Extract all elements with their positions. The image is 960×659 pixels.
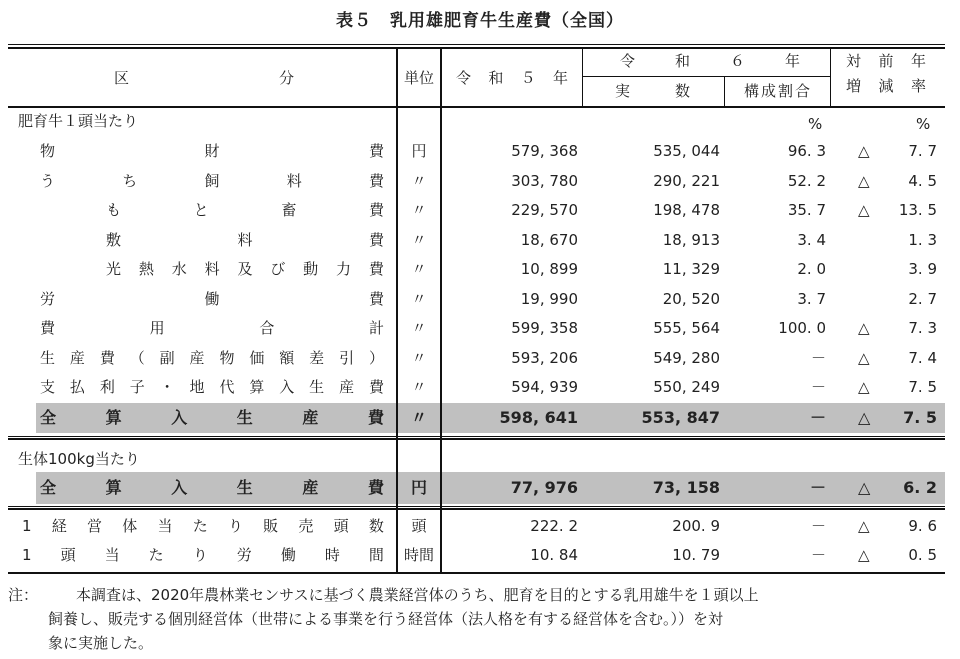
row-0-triangle: △ [858, 142, 870, 160]
header-yoy-bottom [846, 76, 926, 96]
row-2-yoy: 13. 5 [898, 201, 937, 219]
label-char: 産 [339, 378, 355, 396]
row-3-label [106, 230, 384, 250]
total-head-row-r6: 553, 847 [641, 408, 720, 427]
sales-heads-row-yoy: 9. 6 [908, 517, 937, 535]
labor-hours-row-r6: 10. 79 [672, 546, 720, 564]
row-0-r5: 579, 368 [511, 142, 578, 160]
total-head-row-triangle: △ [858, 408, 871, 427]
note-line-3: 象に実施した。 [48, 634, 154, 652]
label-char: 全 [40, 408, 57, 427]
top-border-thin [8, 44, 945, 45]
row-8-label [40, 377, 384, 397]
row-8-r5: 594, 939 [511, 378, 578, 396]
label-char: 労 [236, 546, 252, 564]
label-char: 働 [280, 546, 296, 564]
row-5-label [40, 289, 384, 309]
label-char: ） [368, 348, 384, 367]
row-5-unit: 〃 [411, 289, 427, 308]
row-2-r6: 198, 478 [653, 201, 720, 219]
row-6-label [40, 318, 384, 338]
section-per-100kg: 生体100kg当たり [18, 450, 140, 468]
label-char: 財 [204, 142, 220, 160]
label-char: う [40, 171, 56, 190]
label-char: 時 [324, 546, 340, 564]
label-char: り [227, 517, 243, 535]
row-7-label [40, 348, 384, 368]
row-6-r6: 555, 564 [653, 319, 720, 337]
row-5-r5: 19, 990 [520, 289, 578, 308]
label-char: 生 [40, 348, 56, 367]
row-0-r6: 535, 044 [653, 142, 720, 160]
row-4-r6: 11, 329 [662, 260, 720, 278]
label-char: 算 [105, 478, 122, 497]
label-char: 料 [237, 230, 253, 249]
label-char: ５ [520, 69, 536, 87]
row-8-triangle: △ [858, 378, 870, 396]
labor-hours-row-yoy: 0. 5 [908, 546, 937, 564]
labor-hours-row-unit: 時間 [403, 546, 434, 564]
row-0-yoy: 7. 7 [908, 142, 937, 160]
labor-hours-row-label [22, 545, 384, 565]
row-7-yoy: 7. 4 [908, 348, 937, 367]
header-yoy-top [846, 51, 926, 71]
row-0-label [40, 141, 384, 161]
label-char: 入 [171, 408, 188, 427]
label-char: 費 [368, 201, 384, 219]
sep2-thick [8, 508, 945, 510]
label-char: 敷 [106, 230, 122, 249]
header-curr-year [620, 51, 800, 71]
label-char: 光 [106, 260, 122, 278]
label-char: 生 [236, 408, 253, 427]
labor-hours-row-triangle: △ [858, 546, 870, 564]
total-head-row-r5: 598, 641 [499, 408, 578, 427]
sales-heads-row-triangle: △ [858, 517, 870, 535]
label-char: 払 [69, 378, 85, 396]
label-char: 費 [368, 230, 384, 249]
label-char: 費 [368, 289, 384, 308]
row-3-yoy: 1. 3 [908, 230, 937, 249]
label-char: 体 [122, 517, 138, 535]
total-head-row-yoy: 7. 5 [903, 408, 937, 427]
label-char: 減 [878, 77, 894, 95]
row-2-unit: 〃 [411, 201, 427, 219]
row-3-ratio: 3. 4 [797, 230, 826, 249]
label-char: 頭 [60, 546, 76, 564]
label-char: 力 [336, 260, 352, 278]
label-char: 令 [620, 52, 636, 70]
header-unit: 単位 [403, 69, 434, 87]
total-100kg-row-ratio: － [809, 478, 826, 497]
label-char: 令 [456, 69, 472, 87]
label-char: と [193, 201, 209, 219]
row-5-ratio: 3. 7 [797, 289, 826, 308]
label-char: 支 [40, 378, 56, 396]
label-char: 利 [99, 378, 115, 396]
label-char: 販 [263, 517, 279, 535]
label-char: 経 [51, 517, 67, 535]
label-char: 分 [278, 69, 294, 87]
row-1-label [40, 171, 384, 191]
sep1-thin [8, 436, 945, 437]
row-4-ratio: 2. 0 [797, 260, 826, 278]
label-char: 売 [298, 517, 314, 535]
note-line-1: 本調査は、2020年農林業センサスに基づく農業経営体のうち、肥育を目的とする乳用雄牛を１頭以上 [76, 586, 759, 604]
label-char: 額 [279, 348, 295, 367]
row-1-ratio: 52. 2 [787, 171, 826, 190]
header-actual [615, 81, 690, 101]
label-char: 代 [219, 378, 235, 396]
label-char: 1 [22, 517, 32, 535]
row-6-r5: 599, 358 [511, 319, 578, 337]
row-1-yoy: 4. 5 [908, 171, 937, 190]
label-char: 生 [309, 378, 325, 396]
sales-heads-row-unit: 頭 [411, 517, 427, 535]
row-2-r5: 229, 570 [511, 201, 578, 219]
label-char: 算 [105, 408, 122, 427]
label-char: 全 [40, 478, 57, 497]
sales-heads-row-ratio: － [810, 517, 826, 535]
col-sep-r6 [582, 49, 583, 107]
label-char: ・ [159, 378, 175, 396]
label-char: 頭 [333, 517, 349, 535]
row-1-r6: 290, 221 [653, 171, 720, 190]
label-char: 合 [259, 319, 275, 337]
label-char: 率 [910, 77, 926, 95]
label-char: 費 [368, 260, 384, 278]
label-char: 1 [22, 546, 32, 564]
note-prefix: 注： [8, 586, 39, 604]
label-char: 物 [40, 142, 56, 160]
label-char: ６ [729, 52, 745, 70]
label-char: 差 [309, 348, 325, 367]
row-4-r5: 10, 899 [520, 260, 578, 278]
total-100kg-row-triangle: △ [858, 478, 871, 497]
label-char: 算 [249, 378, 265, 396]
labor-hours-row-r5: 10. 84 [530, 546, 578, 564]
row-8-unit: 〃 [411, 378, 427, 396]
label-char: 費 [368, 171, 384, 190]
total-100kg-row-r5: 77, 976 [510, 478, 578, 497]
pct-unit-yoy: % [916, 115, 931, 133]
row-1-unit: 〃 [411, 171, 427, 190]
label-char: 地 [189, 378, 205, 396]
col-sep-ratio [724, 77, 725, 107]
row-3-r6: 18, 913 [662, 230, 720, 249]
total-head-row-ratio: － [809, 408, 826, 427]
label-char: 費 [367, 408, 384, 427]
label-char: 前 [878, 52, 894, 70]
header-prev-year [456, 68, 568, 88]
header-category [114, 68, 294, 88]
label-char: 料 [204, 260, 220, 278]
top-border-thick [8, 47, 945, 49]
label-char: 産 [69, 348, 85, 367]
row-2-label [106, 200, 384, 220]
row-6-ratio: 100. 0 [778, 319, 826, 337]
header-ratio: 構成割合 [743, 82, 812, 100]
label-char: 産 [302, 408, 319, 427]
label-char: 生 [236, 478, 253, 497]
table-title: 表５ 乳用雄肥育牛生産費（全国） [336, 11, 624, 31]
label-char: 当 [104, 546, 120, 564]
label-char: 熱 [138, 260, 154, 278]
label-char: 営 [87, 517, 103, 535]
label-char: 数 [368, 517, 384, 535]
label-char: 及 [237, 260, 253, 278]
row-7-r5: 593, 206 [511, 348, 578, 367]
label-char: 年 [552, 69, 568, 87]
label-char: 動 [303, 260, 319, 278]
row-8-yoy: 7. 5 [908, 378, 937, 396]
label-char: た [148, 546, 164, 564]
label-char: た [192, 517, 208, 535]
label-char: 入 [279, 378, 295, 396]
label-char: 価 [249, 348, 265, 367]
label-char: 働 [204, 289, 220, 308]
label-char: 費 [368, 142, 384, 160]
col-sep-yoy [830, 49, 831, 107]
total-head-row-label [40, 408, 384, 428]
sep1-thick [8, 438, 945, 440]
label-char: 実 [615, 82, 631, 100]
label-char: 当 [157, 517, 173, 535]
label-char: 数 [674, 82, 690, 100]
row-5-yoy: 2. 7 [908, 289, 937, 308]
label-char: 対 [846, 52, 862, 70]
row-0-ratio: 96. 3 [787, 142, 826, 160]
label-char: 費 [368, 378, 384, 396]
header-bottom-border [8, 106, 945, 108]
row-6-triangle: △ [858, 319, 870, 337]
label-char: 区 [114, 69, 130, 87]
label-char: 畜 [281, 201, 297, 219]
label-char: 費 [40, 319, 56, 337]
label-char: 年 [784, 52, 800, 70]
label-char: 料 [286, 171, 302, 190]
row-0-unit: 円 [411, 142, 427, 160]
label-char: 和 [674, 52, 690, 70]
total-100kg-row-unit: 円 [410, 478, 427, 497]
label-char: （ [129, 348, 145, 367]
row-4-label [106, 259, 384, 279]
label-char: 増 [846, 77, 862, 95]
row-5-r6: 20, 520 [662, 289, 720, 308]
label-char: 費 [99, 348, 115, 367]
row-2-ratio: 35. 7 [787, 201, 826, 219]
label-char: 産 [302, 478, 319, 497]
row-3-unit: 〃 [411, 230, 427, 249]
label-char: 和 [488, 69, 504, 87]
label-char: び [270, 260, 286, 278]
sales-heads-row-r5: 222. 2 [530, 517, 578, 535]
pct-unit-ratio: % [808, 115, 823, 133]
label-char: 飼 [204, 171, 220, 190]
row-8-ratio: － [810, 378, 826, 396]
label-char: 間 [368, 546, 384, 564]
section-per-head: 肥育牛１頭当たり [18, 112, 139, 130]
label-char: 物 [219, 348, 235, 367]
label-char: 計 [368, 319, 384, 337]
label-char: 水 [171, 260, 187, 278]
label-char: 入 [171, 478, 188, 497]
label-char: 年 [910, 52, 926, 70]
total-100kg-row-yoy: 6. 2 [903, 478, 937, 497]
label-char: ち [122, 171, 138, 190]
row-1-r5: 303, 780 [511, 171, 578, 190]
row-7-unit: 〃 [411, 348, 427, 367]
col-sep-unit-right [440, 49, 442, 573]
row-7-ratio: － [810, 348, 826, 367]
row-6-yoy: 7. 3 [908, 319, 937, 337]
label-char: 労 [40, 289, 56, 308]
label-char: り [192, 546, 208, 564]
total-head-row-unit: 〃 [410, 408, 427, 427]
label-char: 費 [367, 478, 384, 497]
labor-hours-row-ratio: － [810, 546, 826, 564]
label-char: 副 [159, 348, 175, 367]
label-char: 子 [129, 378, 145, 396]
label-char: 用 [149, 319, 165, 337]
note-line-2: 飼養し、販売する個別経営体（世帯による事業を行う経営体（法人格を有する経営体を含む。））を対 [48, 610, 724, 628]
sep2-thin [8, 506, 945, 507]
row-7-triangle: △ [858, 348, 870, 367]
sales-heads-row-r6: 200. 9 [672, 517, 720, 535]
row-8-r6: 550, 249 [653, 378, 720, 396]
label-char: 産 [189, 348, 205, 367]
row-3-r5: 18, 670 [520, 230, 578, 249]
label-char: も [106, 201, 122, 219]
row-2-triangle: △ [858, 201, 870, 219]
row-4-unit: 〃 [411, 260, 427, 278]
sales-heads-row-label [22, 516, 384, 536]
row-1-triangle: △ [858, 171, 870, 190]
label-char: 引 [339, 348, 355, 367]
row-7-r6: 549, 280 [653, 348, 720, 367]
total-100kg-row-label [40, 478, 384, 498]
bottom-border [8, 572, 945, 574]
row-6-unit: 〃 [411, 319, 427, 337]
subheader-border [582, 76, 830, 77]
total-100kg-row-r6: 73, 158 [652, 478, 720, 497]
row-4-yoy: 3. 9 [908, 260, 937, 278]
